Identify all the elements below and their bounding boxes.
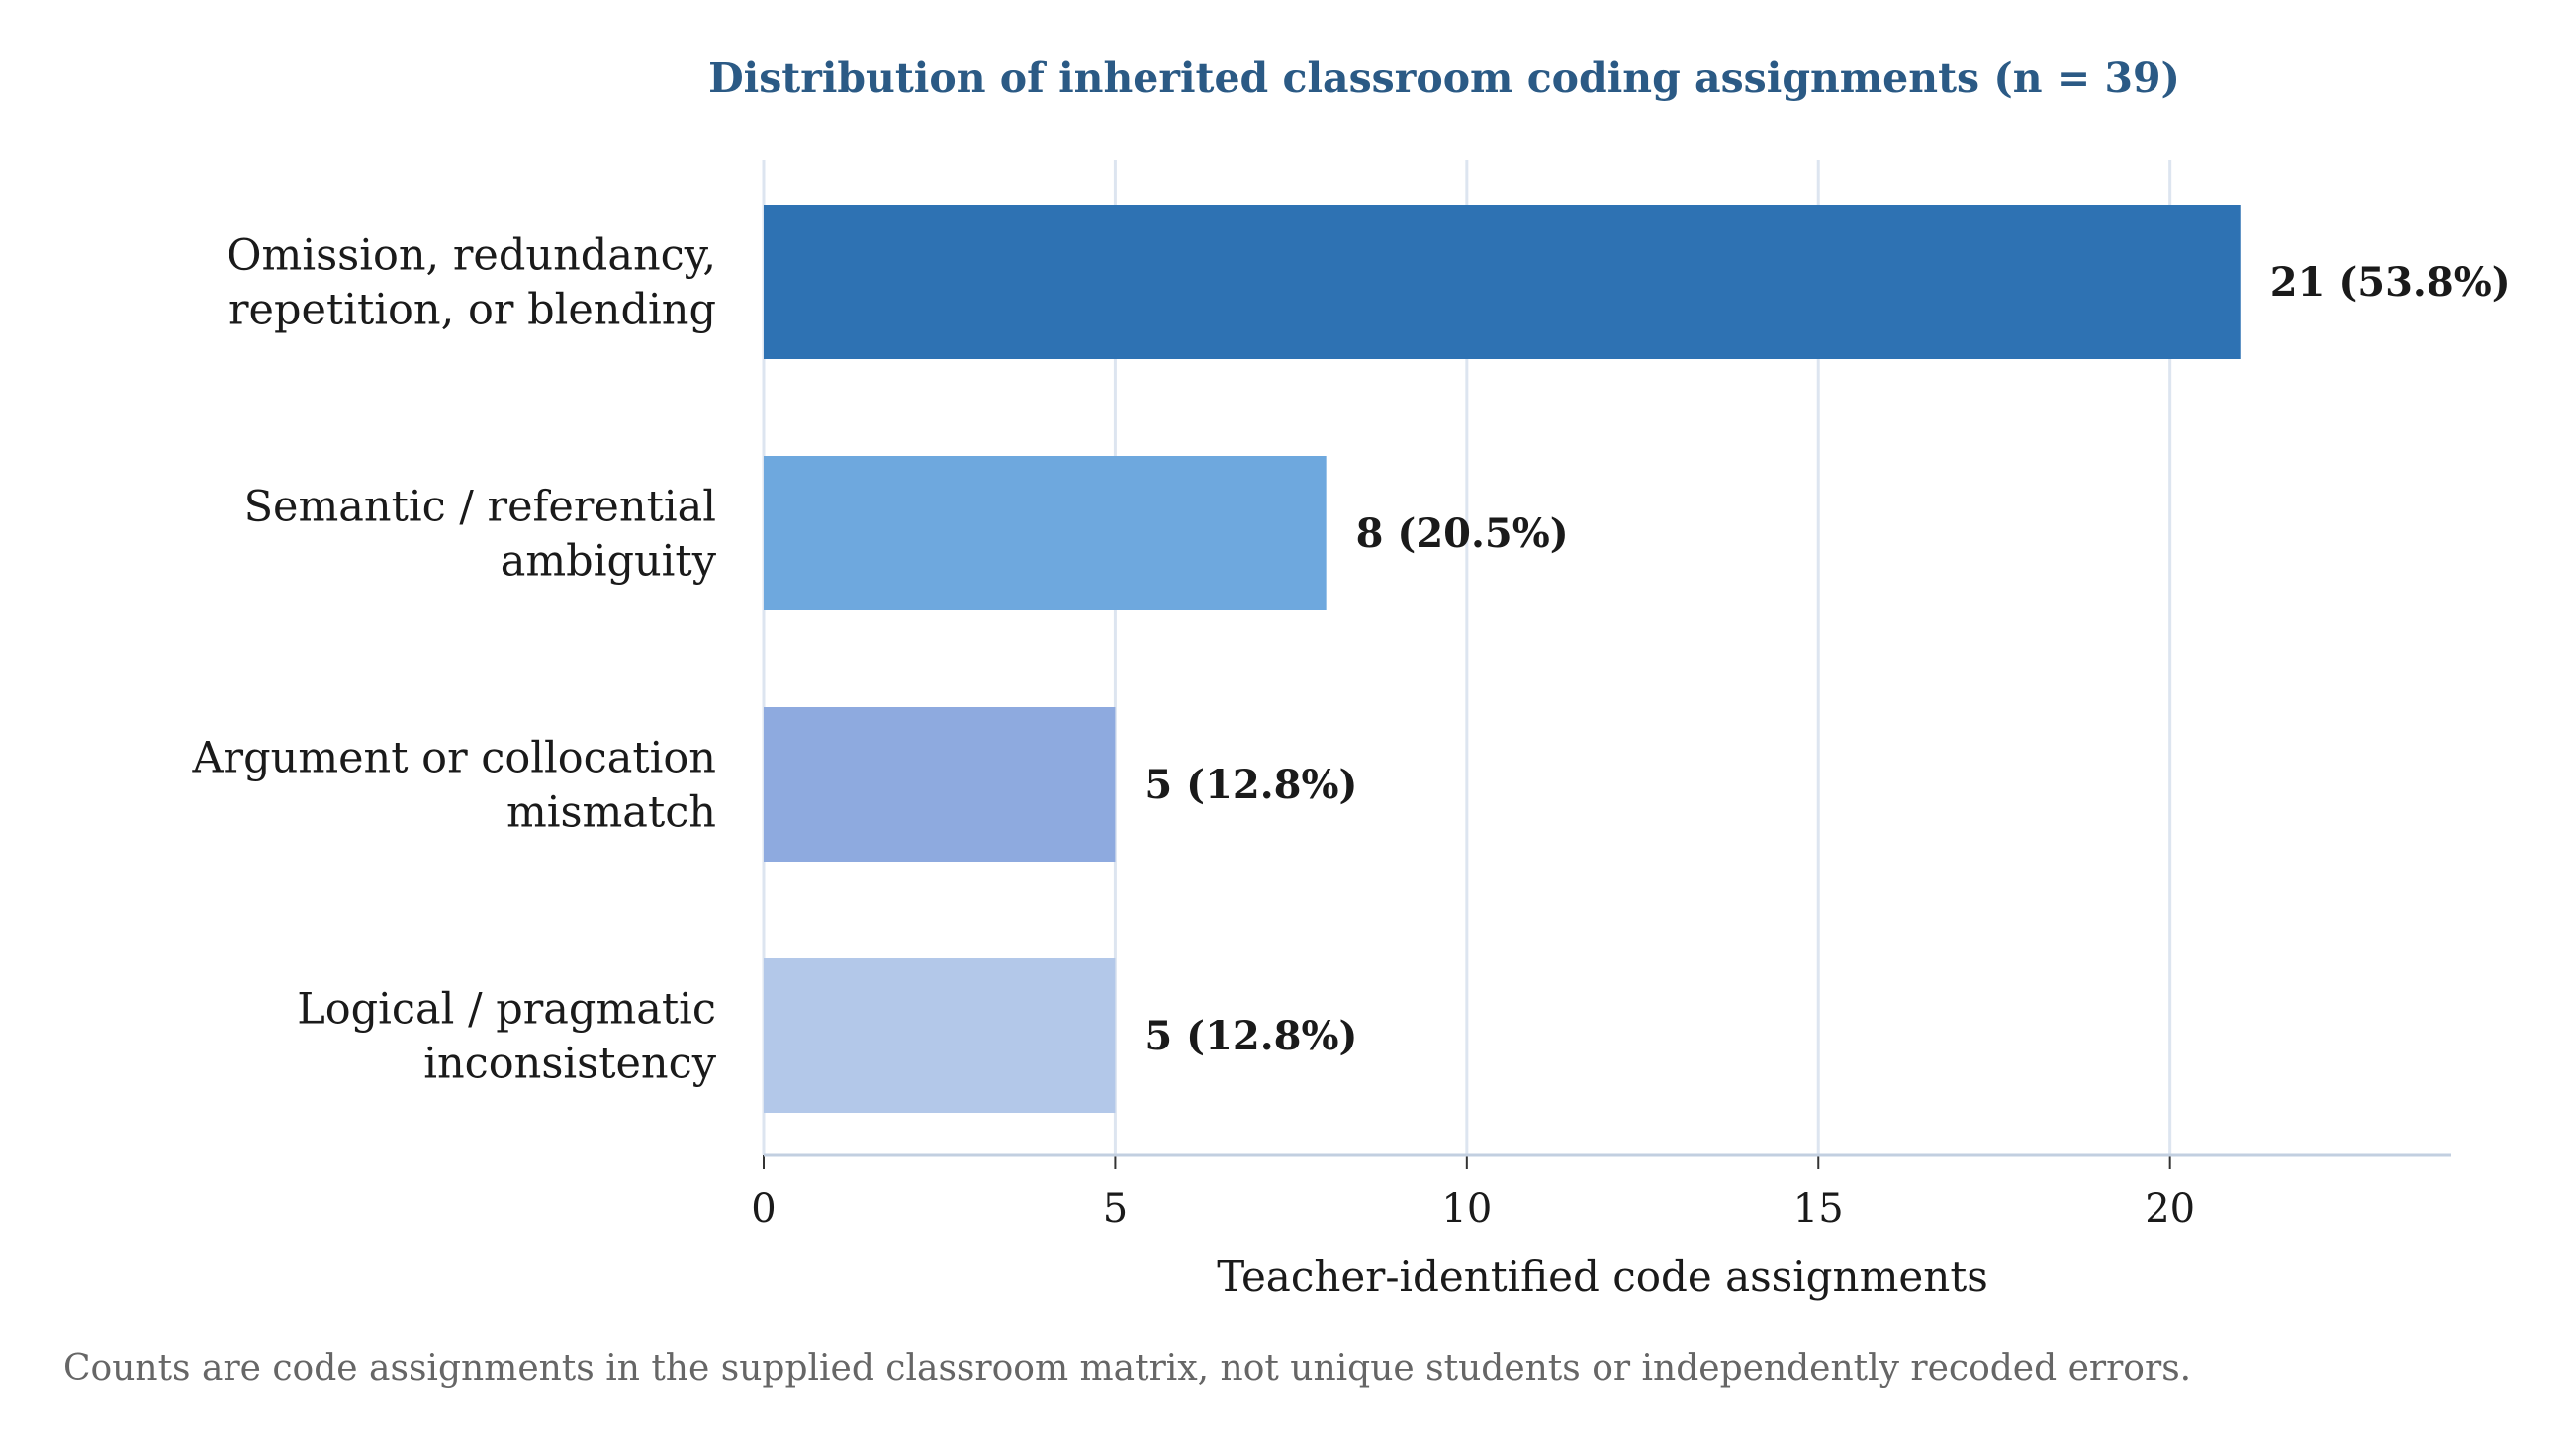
value-label: 8 (20.5%) — [1355, 510, 1569, 557]
category-label: Semantic / referential — [243, 482, 716, 532]
x-axis-title: Teacher-identified code assignments — [1217, 1252, 1988, 1301]
x-tick-label: 15 — [1792, 1186, 1844, 1231]
category-label: repetition, or blending — [229, 285, 716, 335]
footnote: Counts are code assignments in the supplied classroom matrix, not unique students or independently recoded errors. — [63, 1348, 2192, 1389]
x-tick-label: 20 — [2145, 1186, 2196, 1231]
value-labels — [1145, 259, 2510, 1059]
x-axis — [751, 1155, 2451, 1231]
chart-title: Distribution of inherited classroom coding assignments (n = 39) — [708, 54, 2180, 102]
value-label: 5 (12.8%) — [1145, 1013, 1358, 1059]
x-tick-label: 10 — [1441, 1186, 1493, 1231]
category-label: mismatch — [505, 787, 716, 838]
category-labels — [191, 231, 716, 1089]
bars — [764, 205, 2241, 1113]
category-label: Omission, redundancy, — [227, 230, 716, 281]
x-tick-label: 0 — [751, 1186, 777, 1231]
category-label: Argument or collocation — [192, 733, 716, 783]
category-label: ambiguity — [500, 536, 716, 587]
category-label: inconsistency — [423, 1039, 716, 1089]
bar — [764, 456, 1327, 610]
category-label: Logical / pragmatic — [297, 984, 716, 1035]
value-label: 5 (12.8%) — [1145, 762, 1358, 808]
x-tick-label: 5 — [1102, 1186, 1129, 1231]
value-label: 21 (53.8%) — [2269, 259, 2511, 306]
bar — [764, 958, 1115, 1113]
bar — [764, 205, 2241, 359]
bar — [764, 707, 1115, 862]
